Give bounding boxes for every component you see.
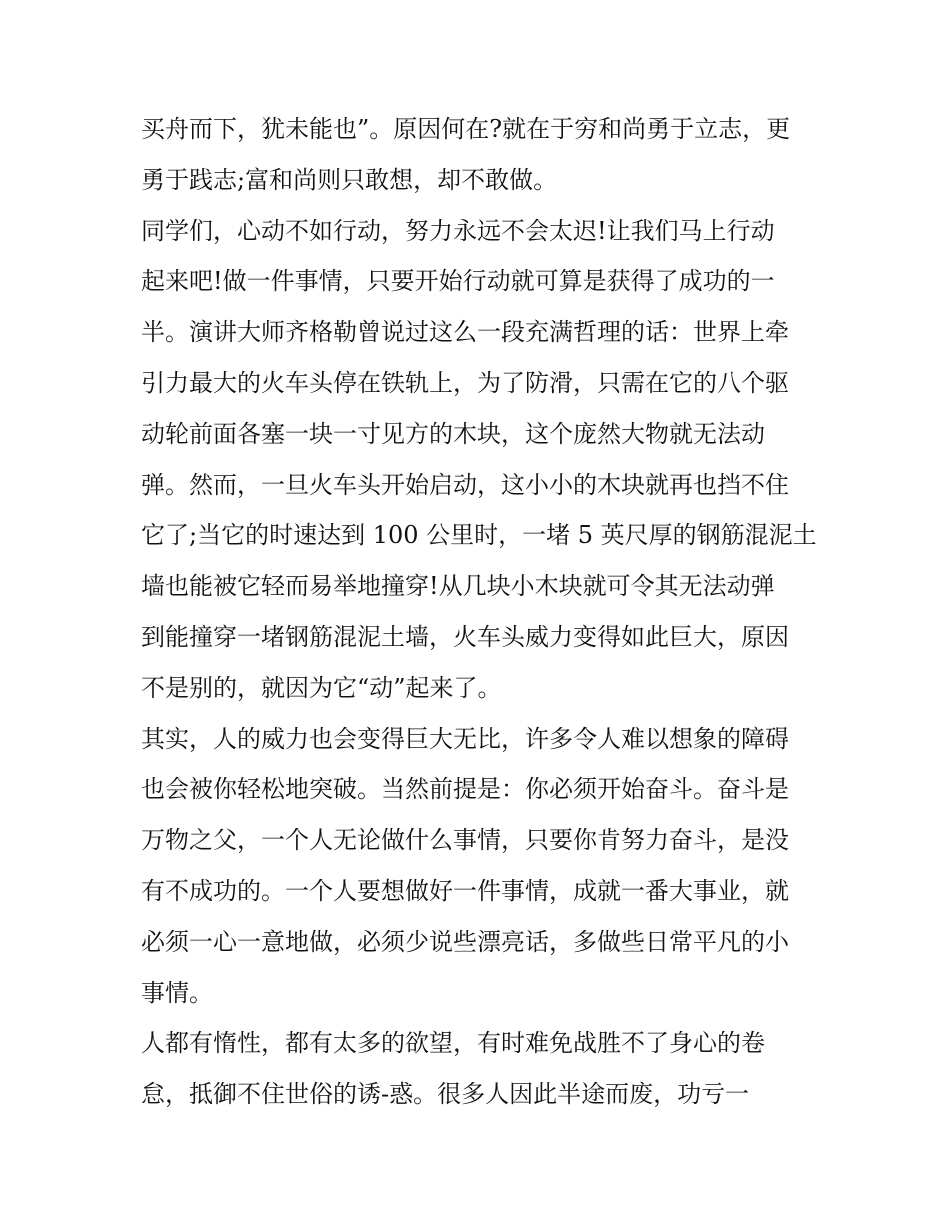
text-line: 弹。然而，一旦火车头开始启动，这小小的木块就再也挡不住: [141, 470, 789, 499]
text-line: 必须一心一意地做，必须少说些漂亮话，多做些日常平凡的小: [141, 927, 789, 956]
text-line: 有不成功的。一个人要想做好一件事情，成就一番大事业，就: [141, 876, 789, 905]
text-line: 引力最大的火车头停在铁轨上，为了防滑，只需在它的八个驱: [141, 368, 789, 397]
text-line: 买舟而下，犹未能也”。原因何在?就在于穷和尚勇于立志，更: [141, 115, 791, 143]
text-line: 动轮前面各塞一块一寸见方的木块，这个庞然大物就无法动: [141, 419, 765, 448]
text-line: 其实，人的威力也会变得巨大无比，许多令人难以想象的障碍: [141, 724, 789, 753]
text-line: 事情。: [141, 978, 213, 1007]
text-line: 到能撞穿一堵钢筋混泥土墙，火车头威力变得如此巨大，原因: [141, 622, 789, 651]
text-line: 人都有惰性，都有太多的欲望，有时难免战胜不了身心的卷: [141, 1029, 765, 1058]
text-line: 半。演讲大师齐格勒曾说过这么一段充满哲理的话：世界上牵: [141, 318, 789, 347]
text-line: 它了;当它的时速达到 100 公里时，一堵 5 英尺厚的钢筋混泥土: [141, 521, 817, 550]
text-line: 同学们，心动不如行动，努力永远不会太迟!让我们马上行动: [141, 216, 775, 245]
text-line: 万物之父，一个人无论做什么事情，只要你肯努力奋斗，是没: [141, 826, 789, 855]
text-line: 也会被你轻松地突破。当然前提是：你必须开始奋斗。奋斗是: [141, 775, 789, 804]
text-line: 不是别的，就因为它“动”起来了。: [141, 673, 502, 702]
text-line: 勇于践志;富和尚则只敢想，却不敢做。: [141, 165, 558, 194]
text-line: 起来吧!做一件事情，只要开始行动就可算是获得了成功的一: [141, 267, 775, 296]
text-line: 怠，抵御不住世俗的诱-惑。很多人因此半途而废，功亏一: [141, 1080, 750, 1109]
body-text: [141, 104, 841, 1120]
text-line: 墙也能被它轻而易举地撞穿!从几块小木块就可令其无法动弹: [141, 572, 775, 601]
